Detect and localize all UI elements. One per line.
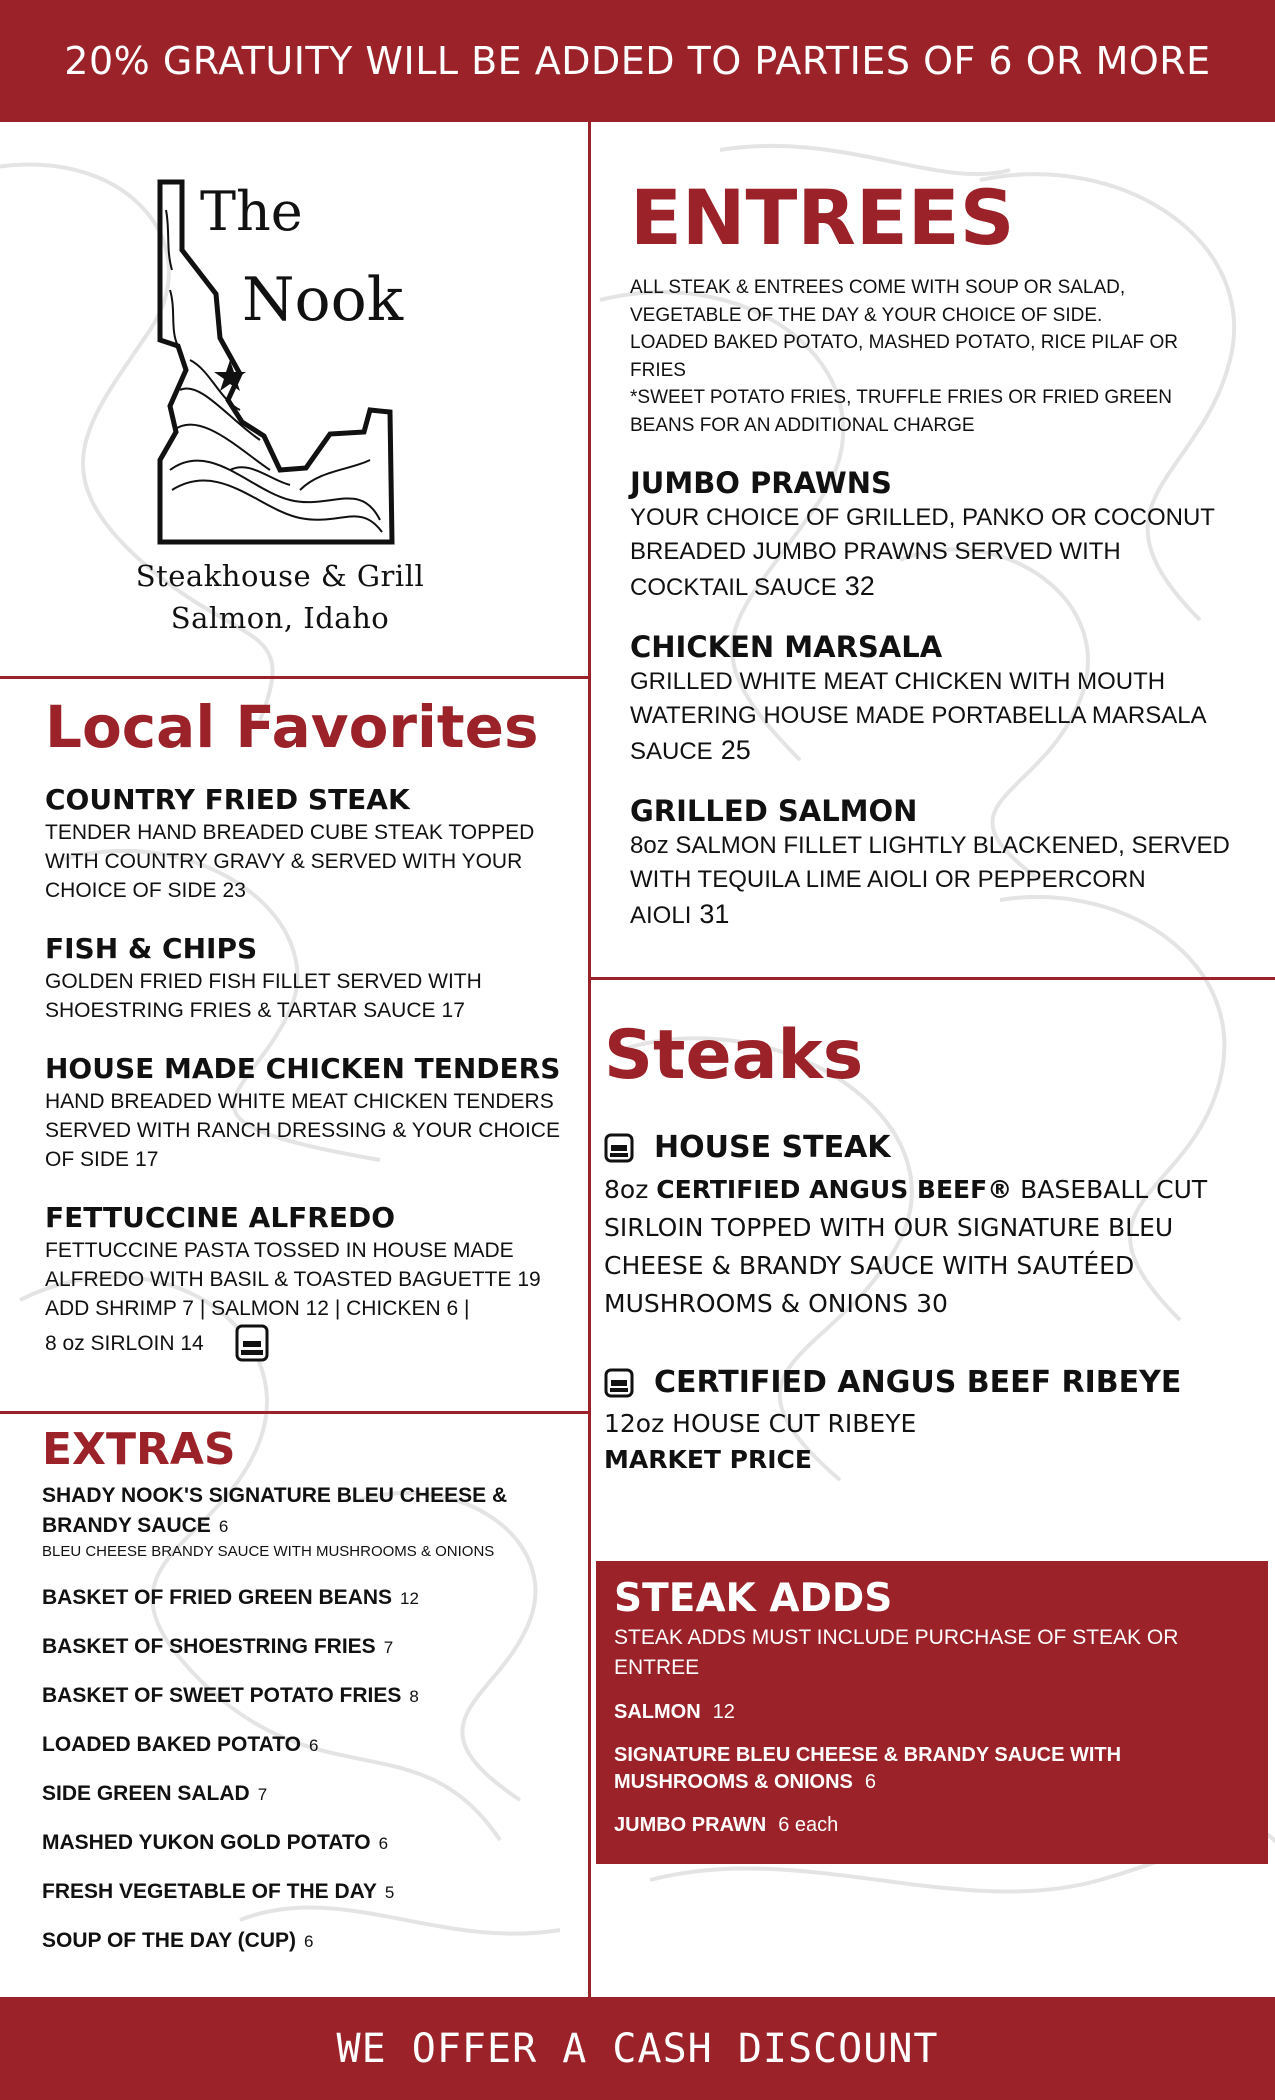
steak-description: 8oz CERTIFIED ANGUS BEEF® BASEBALL CUT SIRLOIN TOPPED WITH OUR SIGNATURE BLEU CHEESE & BRANDY SAUCE WITH SAUTÉED MUSHROOMS & ONIONS 30 xyxy=(604,1175,1208,1318)
gratuity-banner xyxy=(0,0,1275,122)
extras-item-price: 6 xyxy=(218,1517,229,1536)
steak-adds-note: STEAK ADDS MUST INCLUDE PURCHASE OF STEAK OR ENTREE xyxy=(614,1626,1179,1679)
entree-description: YOUR CHOICE OF GRILLED, PANKO OR COCONUT BREADED JUMBO PRAWNS SERVED WITH COCKTAIL SAUCE 32 xyxy=(630,504,1215,601)
menu-item xyxy=(45,1200,565,1363)
item-addons-2: 8 oz SIRLOIN 14 xyxy=(45,1323,565,1363)
extras-item-name: FRESH VEGETABLE OF THE DAY xyxy=(42,1880,377,1903)
item-description: HAND BREADED WHITE MEAT CHICKEN TENDERS SERVED WITH RANCH DRESSING & YOUR CHOICE OF SIDE 17 xyxy=(45,1090,560,1171)
steak-name-row xyxy=(604,1130,1224,1165)
steak-item xyxy=(604,1365,1224,1478)
extras-item-name: MASHED YUKON GOLD POTATO xyxy=(42,1831,371,1854)
steak-adds-box xyxy=(596,1561,1268,1864)
entrees-note: ALL STEAK & ENTREES COME WITH SOUP OR SALAD, VEGETABLE OF THE DAY & YOUR CHOICE OF SIDE. LOADED BAKED POTATO, MASHED POTATO, RICE PILAF OR FRIES *SWEET POTATO FRIES, TRUFFLE FRIES OR FRIED GREEN BEANS FOR AN ADDITIONAL CHARGE xyxy=(630,277,1178,436)
extras-item-name: BASKET OF SHOESTRING FRIES xyxy=(42,1635,376,1658)
steak-add-item: SIGNATURE BLEU CHEESE & BRANDY SAUCE WITH MUSHROOMS & ONIONS 6 xyxy=(614,1744,1122,1793)
entree-name: CHICKEN MARSALA xyxy=(630,630,943,664)
steaks-section xyxy=(604,1016,1224,1478)
extras-item xyxy=(42,1635,572,1659)
entree-item xyxy=(630,629,1230,769)
item-description: GOLDEN FRIED FISH FILLET SERVED WITH SHOESTRING FRIES & TARTAR SAUCE 17 xyxy=(45,970,482,1022)
menu-item xyxy=(45,782,565,905)
logo-subtitle-1: Steakhouse & Grill xyxy=(135,559,425,593)
logo-subtitle-2: Salmon, Idaho xyxy=(170,601,390,635)
menu-item xyxy=(45,1051,565,1174)
entree-description: 8oz SALMON FILLET LIGHTLY BLACKENED, SERVED WITH TEQUILA LIME AIOLI OR PEPPERCORN AIOLI 31 xyxy=(630,832,1230,929)
menu-item xyxy=(45,931,565,1025)
entree-name: GRILLED SALMON xyxy=(630,794,918,828)
item-price: 19 xyxy=(517,1268,541,1291)
extras-item-note: BLEU CHEESE BRANDY SAUCE WITH MUSHROOMS & ONIONS xyxy=(42,1543,495,1560)
extras-item-name: SHADY NOOK'S SIGNATURE BLEU CHEESE & BRANDY SAUCE xyxy=(42,1484,508,1537)
extras-item-price: 7 xyxy=(383,1638,394,1657)
entrees-section xyxy=(630,173,1230,933)
extras-item xyxy=(42,1733,572,1757)
extras-item-price: 6 xyxy=(304,1932,314,1951)
steak-price: 30 xyxy=(916,1289,948,1318)
steak-add-item: JUMBO PRAWN 6 each xyxy=(614,1814,839,1836)
local-favorites-section xyxy=(45,693,565,1363)
extras-item xyxy=(42,1782,572,1806)
extras-item xyxy=(42,1929,572,1953)
entree-price: 25 xyxy=(720,735,751,765)
item-name: FISH & CHIPS xyxy=(45,932,258,965)
divider-logo-favorites xyxy=(0,676,588,679)
steak-name-row xyxy=(604,1365,1224,1400)
certified-angus-beef-icon xyxy=(604,1368,634,1398)
entree-name: JUMBO PRAWNS xyxy=(630,466,892,500)
item-name: HOUSE MADE CHICKEN TENDERS xyxy=(45,1052,561,1085)
extras-item-price: 7 xyxy=(257,1785,268,1804)
cash-discount-text: WE OFFER A CASH DISCOUNT xyxy=(336,2025,939,2072)
steak-name: HOUSE STEAK xyxy=(654,1130,891,1165)
extras-item-name: LOADED BAKED POTATO xyxy=(42,1733,302,1756)
item-description: FETTUCCINE PASTA TOSSED IN HOUSE MADE ALFREDO WITH BASIL & TOASTED BAGUETTE 19 xyxy=(45,1239,541,1291)
idaho-map-logo-icon xyxy=(130,170,430,550)
entree-item xyxy=(630,793,1230,933)
extras-section xyxy=(42,1424,572,1953)
gratuity-text: 20% GRATUITY WILL BE ADDED TO PARTIES OF 6 OR MORE xyxy=(64,39,1211,83)
steak-item xyxy=(604,1130,1224,1323)
entree-price: 31 xyxy=(699,899,730,929)
item-price: 17 xyxy=(135,1148,159,1171)
extras-item-price: 6 xyxy=(378,1834,389,1853)
steaks-title: Steaks xyxy=(604,1016,864,1095)
steak-name: CERTIFIED ANGUS BEEF RIBEYE xyxy=(654,1365,1182,1400)
item-addons: ADD SHRIMP 7 | SALMON 12 | CHICKEN 6 | xyxy=(45,1297,470,1320)
certified-angus-beef-icon xyxy=(604,1133,634,1163)
extras-item-name: SIDE GREEN SALAD xyxy=(42,1782,250,1805)
extras-item-price: 6 xyxy=(309,1736,319,1755)
steak-description: 12oz HOUSE CUT RIBEYE xyxy=(604,1409,917,1438)
extras-title: EXTRAS xyxy=(42,1424,236,1475)
steak-price-label: MARKET PRICE xyxy=(604,1445,812,1474)
steak-adds-title: STEAK ADDS xyxy=(614,1576,893,1621)
extras-item-name: BASKET OF SWEET POTATO FRIES xyxy=(42,1684,402,1707)
extras-item-name: BASKET OF FRIED GREEN BEANS xyxy=(42,1586,393,1609)
extras-item xyxy=(42,1684,572,1708)
extras-item-name: SOUP OF THE DAY (CUP) xyxy=(42,1929,296,1952)
restaurant-logo xyxy=(130,170,430,640)
item-name: FETTUCCINE ALFREDO xyxy=(45,1201,396,1234)
extras-item xyxy=(42,1586,572,1610)
item-price: 17 xyxy=(441,999,465,1022)
extras-item xyxy=(42,1880,572,1904)
item-description: TENDER HAND BREADED CUBE STEAK TOPPED WITH COUNTRY GRAVY & SERVED WITH YOUR CHOICE OF SIDE 23 xyxy=(45,821,535,902)
entrees-title: ENTREES xyxy=(630,173,1015,262)
item-name: COUNTRY FRIED STEAK xyxy=(45,783,410,816)
entree-price: 32 xyxy=(844,571,875,601)
extras-item-price: 12 xyxy=(400,1589,419,1608)
extras-item xyxy=(42,1831,572,1855)
entree-item xyxy=(630,465,1230,605)
steak-add-item: SALMON 12 xyxy=(614,1701,735,1723)
logo-nook: Nook xyxy=(242,265,404,335)
column-divider xyxy=(588,122,591,1997)
extras-item-price: 8 xyxy=(409,1687,419,1706)
divider-favorites-extras xyxy=(0,1411,588,1414)
certified-angus-beef-brand: CERTIFIED ANGUS BEEF® xyxy=(656,1175,1013,1204)
divider-entrees-steaks xyxy=(591,977,1275,980)
extras-item-price: 5 xyxy=(384,1883,395,1902)
certified-angus-beef-icon xyxy=(234,1323,270,1363)
cash-discount-banner xyxy=(0,1997,1275,2100)
logo-the: The xyxy=(200,180,303,243)
local-favorites-title: Local Favorites xyxy=(45,693,539,761)
entree-description: GRILLED WHITE MEAT CHICKEN WITH MOUTH WATERING HOUSE MADE PORTABELLA MARSALA SAUCE 25 xyxy=(630,668,1206,765)
item-price: 23 xyxy=(222,879,246,902)
extras-item xyxy=(42,1482,572,1562)
